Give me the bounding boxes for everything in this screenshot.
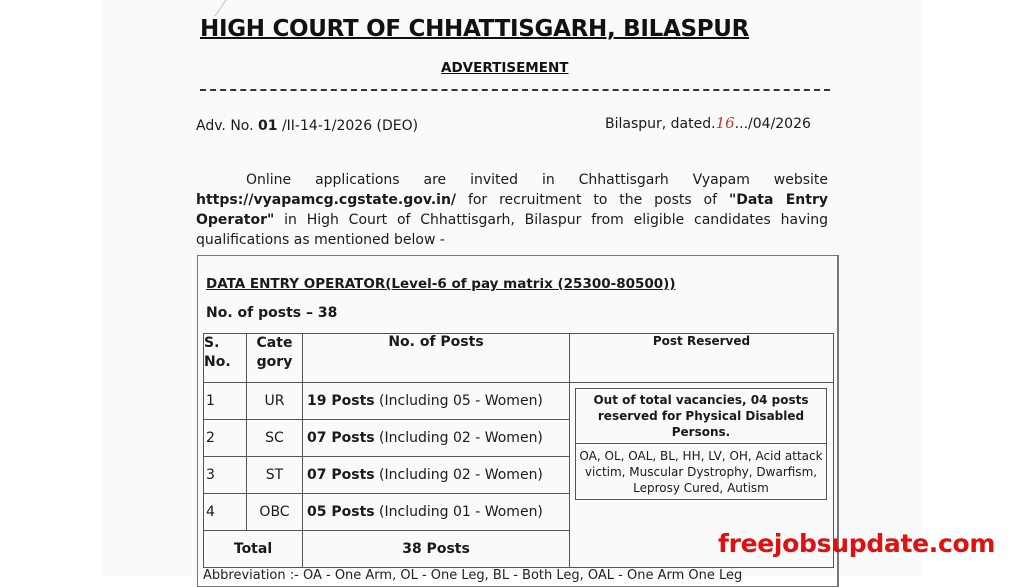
date-suffix: /04/2026 — [748, 116, 811, 132]
intro-part2: for recruitment to the posts of — [467, 192, 718, 208]
row-posts: 19 Posts (Including 05 - Women) — [303, 383, 570, 420]
advertisement-number — [196, 118, 418, 134]
reserved-box — [575, 388, 827, 500]
intro-part1: Online applications are invited in Chhattisgarh Vyapam website — [246, 172, 828, 188]
row-category: UR — [247, 383, 303, 420]
website-link[interactable]: https://vyapamcg.cgstate.gov.in/ — [196, 192, 457, 208]
date-dots: ... — [734, 116, 749, 132]
header-reserved: Post Reserved — [570, 334, 834, 383]
watermark: freejobsupdate.com — [718, 529, 996, 558]
header-sno: S. No. — [204, 334, 247, 383]
row-category: OBC — [247, 494, 303, 531]
header-category: Cate gory — [247, 334, 303, 383]
handwritten-day: 16 — [715, 114, 735, 132]
dashed-divider — [200, 89, 830, 91]
row-sno: 1 — [204, 383, 247, 420]
total-label: Total — [204, 531, 303, 568]
intro-part3: in High Court of Chhattisgarh, Bilaspur from eligible candidates having qualifications as mentioned below - — [196, 212, 829, 248]
reserved-note: Out of total vacancies, 04 posts reserved for Physical Disabled Persons. — [576, 389, 826, 444]
post-heading: DATA ENTRY OPERATOR(Level-6 of pay matrix (25300-80500)) — [206, 276, 676, 292]
document-subtitle: ADVERTISEMENT — [441, 60, 569, 76]
row-category: ST — [247, 457, 303, 494]
post-name: "Data Entry Operator" — [196, 192, 828, 228]
row-posts: 05 Posts (Including 01 - Women) — [303, 494, 570, 531]
abbreviation-note: Abbreviation :- OA - One Arm, OL - One Leg, BL - Both Leg, OAL - One Arm One Leg — [203, 568, 743, 583]
document-title: HIGH COURT OF CHHATTISGARH, BILASPUR — [200, 16, 750, 42]
row-posts: 07 Posts (Including 02 - Women) — [303, 420, 570, 457]
date-line — [605, 114, 811, 132]
row-posts: 07 Posts (Including 02 - Women) — [303, 457, 570, 494]
row-sno: 2 — [204, 420, 247, 457]
table-row — [204, 383, 834, 420]
pen-mark — [214, 0, 246, 16]
post-count: No. of posts – 38 — [206, 305, 338, 321]
row-sno: 4 — [204, 494, 247, 531]
row-category: SC — [247, 420, 303, 457]
adv-suffix: /II-14-1/2026 (DEO) — [281, 118, 419, 134]
adv-prefix: Adv. No. — [196, 118, 254, 134]
date-prefix: Bilaspur, dated. — [605, 116, 716, 132]
row-sno: 3 — [204, 457, 247, 494]
adv-number-value: 01 — [258, 118, 278, 134]
total-value: 38 Posts — [303, 531, 570, 568]
table-header-row — [204, 334, 834, 383]
intro-paragraph — [196, 170, 828, 250]
header-posts: No. of Posts — [303, 334, 570, 383]
reserved-categories: OA, OL, OAL, BL, HH, LV, OH, Acid attack victim, Muscular Dystrophy, Dwarfism, Leprosy Cured, Autism — [579, 449, 823, 495]
